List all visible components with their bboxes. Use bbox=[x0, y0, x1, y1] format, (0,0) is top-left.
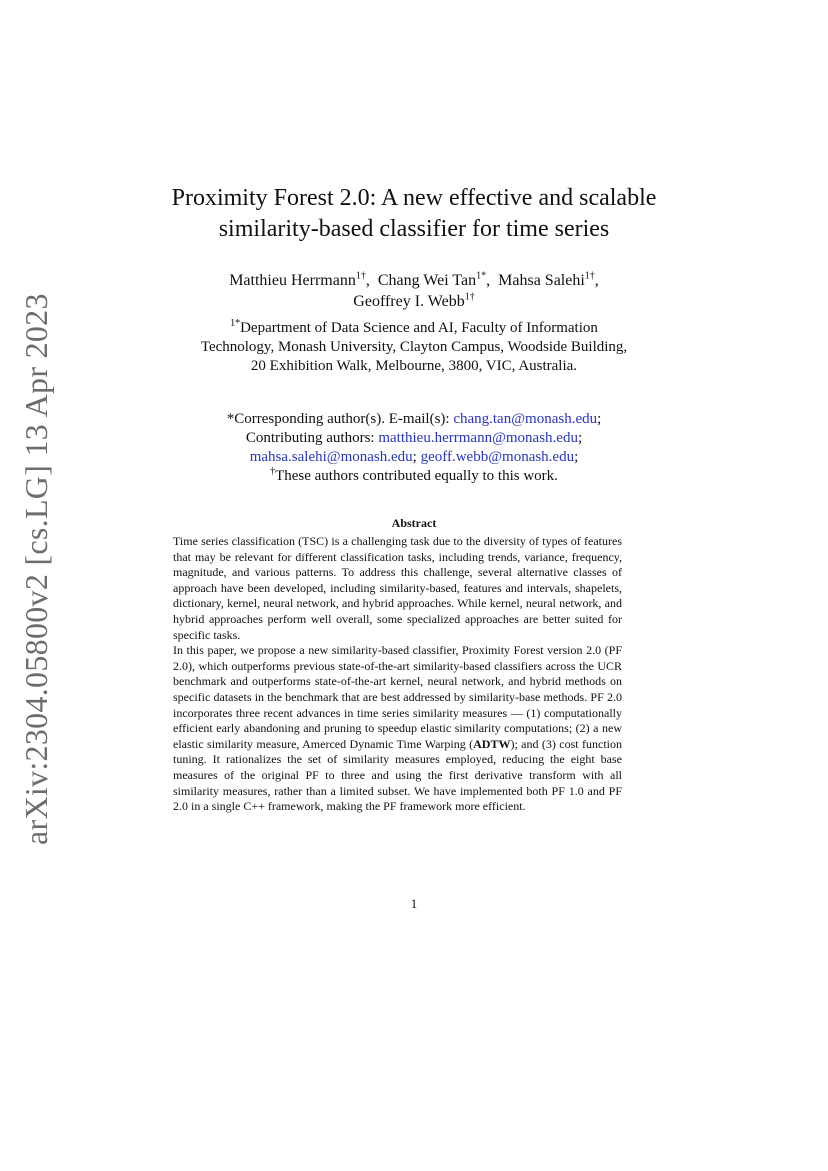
contributing-line bbox=[0, 429, 828, 448]
author-mark: 1† bbox=[464, 291, 475, 303]
author-mark: 1* bbox=[476, 270, 487, 282]
author-separator: , bbox=[594, 272, 599, 289]
author-mark: 1† bbox=[355, 270, 366, 282]
corresponding-line bbox=[0, 410, 828, 429]
equal-contribution-text: These authors contributed equally to this work. bbox=[275, 468, 558, 484]
author-name: Matthieu Herrmann bbox=[229, 272, 356, 289]
punctuation: ; bbox=[577, 430, 583, 446]
punctuation: ; bbox=[597, 411, 602, 427]
author-separator: , bbox=[365, 272, 378, 289]
affiliation-text: Department of Data Science and AI, Faculty of Information bbox=[240, 320, 598, 336]
author-list bbox=[0, 270, 828, 312]
corresponding-label: *Corresponding author(s). E-mail(s): bbox=[226, 411, 454, 427]
punctuation: ; bbox=[574, 449, 579, 465]
email-link-webb[interactable]: geoff.webb@monash.edu bbox=[420, 449, 575, 465]
page-number: 1 bbox=[410, 896, 418, 911]
author-separator: , bbox=[486, 272, 499, 289]
author-name: Chang Wei Tan bbox=[377, 272, 477, 289]
arxiv-side-stamp: arXiv:2304.05800v2 [cs.LG] 13 Apr 2023 bbox=[18, 293, 54, 845]
author-line-2 bbox=[0, 291, 828, 312]
author-mark: 1† bbox=[584, 270, 595, 282]
abstract-body bbox=[173, 534, 622, 815]
author-name: Geoffrey I. Webb bbox=[353, 293, 465, 310]
title-line-1: Proximity Forest 2.0: A new effective and scalable bbox=[171, 185, 657, 211]
equal-contribution-note bbox=[0, 467, 828, 486]
contact-block bbox=[0, 410, 828, 486]
adtw-term: ADTW bbox=[473, 736, 511, 751]
affiliation-line-1 bbox=[0, 319, 828, 338]
abstract-heading: Abstract bbox=[391, 516, 437, 530]
contributing-label: Contributing authors: bbox=[245, 430, 379, 446]
author-line-1 bbox=[0, 270, 828, 291]
abstract-paragraph-2 bbox=[173, 643, 622, 815]
email-link-tan[interactable]: chang.tan@monash.edu bbox=[453, 411, 598, 427]
affiliation-mark: 1* bbox=[230, 318, 241, 329]
emails-line bbox=[0, 448, 828, 467]
abstract-text: In this paper, we propose a new similarity-based classifier, Proximity Forest version 2.0 (PF 2.0), which outperforms previous state-of-the-art similarity-based classifiers across the UCR benchmark and outperforms state-of-the-art kernel, neural network, and hybrid methods on specific datasets in the benchmark that are best addressed by similarity-base methods. PF 2.0 incorporates three recent advances in time series similarity measures — (1) computationally efficient early abandoning and pruning to speedup elastic similarity computations; (2) a new elastic similarity measure, Amerced Dynamic Time Warping ( bbox=[173, 643, 622, 751]
paper-title bbox=[0, 183, 828, 245]
punctuation: ; bbox=[412, 449, 421, 465]
dagger-mark: † bbox=[270, 466, 276, 477]
email-link-salehi[interactable]: mahsa.salehi@monash.edu bbox=[249, 449, 413, 465]
email-link-herrmann[interactable]: matthieu.herrmann@monash.edu bbox=[378, 430, 578, 446]
title-line-2: similarity-based classifier for time series bbox=[218, 216, 610, 242]
abstract-text: ); and (3) cost function tuning. It rationalizes the set of similarity measures employed, reducing the eight base measures of the original PF to three and using the first derivative transform with all similarity measures, rather than a limited subset. We have implemented both PF 1.0 and PF 2.0 in a single C++ framework, making the PF framework more efficient. bbox=[173, 736, 622, 814]
affiliation-line-2: Technology, Monash University, Clayton Campus, Woodside Building, bbox=[200, 339, 628, 355]
author-name: Mahsa Salehi bbox=[498, 272, 585, 289]
abstract-paragraph-1: Time series classification (TSC) is a challenging task due to the diversity of types of features that may be relevant for different classification tasks, including trends, variance, frequency, magnitude, and various patterns. To address this challenge, several alternative classes of approach have been developed, including similarity-based, features and intervals, shapelets, dictionary, kernel, neural network, and hybrid approaches. While kernel, neural network, and hybrid approaches perform well overall, some specialized approaches are better suited for specific tasks. bbox=[173, 534, 622, 642]
affiliation-line-3: 20 Exhibition Walk, Melbourne, 3800, VIC, Australia. bbox=[250, 358, 578, 374]
affiliation bbox=[0, 319, 828, 376]
